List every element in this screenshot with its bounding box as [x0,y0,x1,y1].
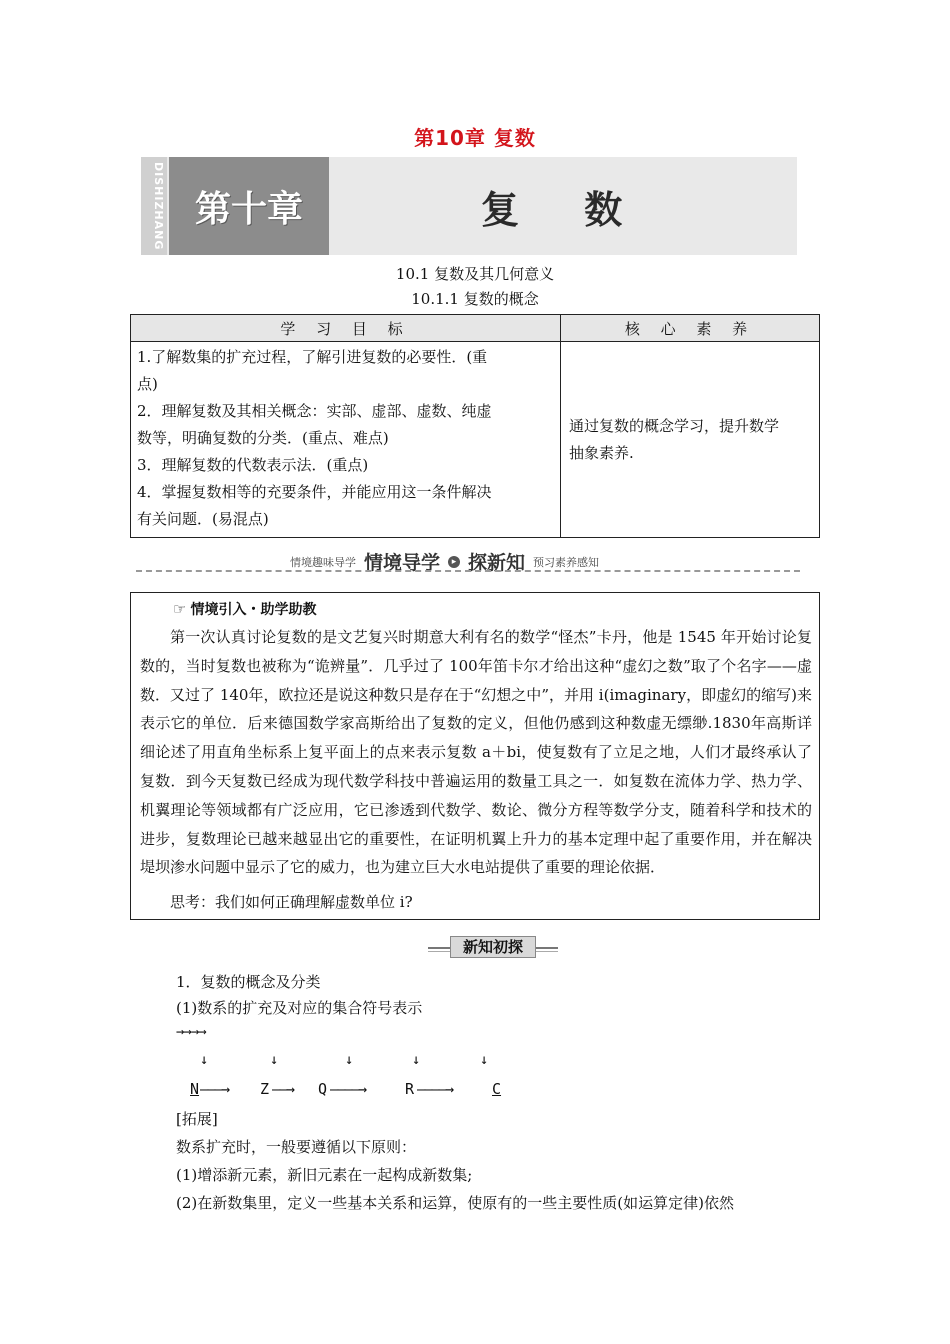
goal-line: 点) [137,375,158,393]
goal-line: 1.了解数集的扩充过程，了解引进复数的必要性．(重 [137,348,488,366]
core-cell [561,342,820,538]
item-1-subheading: (1)数系的扩充及对应的集合符号表示 [176,999,423,1017]
item-1-heading: 1．复数的概念及分类 [176,973,321,991]
expand-intro: 数系扩充时，一般要遵循以下原则： [176,1138,417,1156]
rule-2: (2)在新数集里，定义一些基本关系和运算，使原有的一些主要性质(如运算定律)依然 [176,1194,734,1212]
core-header: 核 心 素 养 [561,315,820,342]
goal-line: 3．理解复数的代数表示法．(重点) [137,456,369,474]
goals-cell [131,342,561,538]
set-link: ———→ [200,1080,229,1098]
goals-table-body-row [131,342,820,538]
story-heading [173,599,316,619]
chapter-heading: 第10章 复数 [414,126,536,150]
set-symbol-q: Q [318,1080,328,1098]
divider-dashed-line [136,570,800,572]
down-arrow: ↓ [270,1052,279,1068]
banner-side-strip [141,157,167,255]
divider-title-right: 探新知 [468,552,526,574]
goals-header: 学 习 目 标 [131,315,561,342]
set-symbol-n: N [190,1080,200,1098]
expand-label: [拓展] [176,1110,218,1128]
divider-right-label: 预习素养感知 [533,555,600,569]
set-link: ————→ [417,1080,453,1098]
down-arrow: ↓ [345,1052,354,1068]
set-symbol-r: R [405,1080,415,1098]
divider-title-left: 情境导学 [364,552,441,574]
new-knowledge-label: 新知初探 [450,936,536,958]
goals-table [130,314,820,538]
story-paragraph: 第一次认真讨论复数的是文艺复兴时期意大利有名的数学“怪杰”卡丹，他是 1545 年开始讨论复数的，当时复数也被称为“诡辨量”．几乎过了 100年笛卡尔才给出这种“虚幻之数”取了个名字——虚数．又过了 140年，欧拉还是说这种数只是存在于“幻想之中”，并用 i(imaginary，即虚幻的缩写)来表示它的单位．后来德国数学家高斯给出了复数的定义，但他仍感到这种数虚无缥缈.1830年高斯详细论述了用直角坐标系上复平面上的点来表示复数 a＋bi，使复数有了立足之地，人们才最终承认了复数．到今天复数已经成为现代数学科技中普遍运用的数量工具之一．如复数在流体力学、热力学、机翼理论等领域都有广泛应用，它已渗透到代数学、数论、微分方程等数学分支，随着科学和技术的进步，复数理论已越来越显出它的重要性，在证明机翼上升力的基本定理中起了重要作用，并在解决堤坝渗水问题中显示了它的威力，也为建立巨大水电站提供了重要的理论依据． [140,628,812,877]
set-link: ——→ [272,1080,294,1098]
set-symbol-z: Z [260,1080,270,1098]
hand-pointer-icon: ☞ [173,600,187,618]
story-heading-text: 情境引入・助学助教 [190,602,317,618]
chapter-banner [141,157,797,255]
banner-chapter-box: 第十章 [169,157,329,255]
down-arrow: ↓ [200,1052,209,1068]
story-box [130,592,820,920]
goals-table-header-row [131,315,820,342]
down-arrow: ↓ [480,1052,489,1068]
set-link: ————→ [330,1080,366,1098]
story-question: 思考：我们如何正确理解虚数单位 i? [170,893,413,911]
section-divider [130,548,820,574]
section-subtitle: 10.1.1 复数的概念 [411,290,539,308]
goal-line: 2．理解复数及其相关概念：实部、虚部、虚数、纯虚 [137,402,492,420]
core-line: 抽象素养. [569,443,634,462]
goal-line: 有关问题．(易混点) [137,510,269,528]
down-arrow: ↓ [412,1052,421,1068]
divider-arrow-icon: ▸ [448,556,460,568]
set-symbol-c: C [492,1080,502,1098]
divider-left-label: 情境趣味导学 [290,555,356,569]
arrow-line: →→→→ [176,1024,206,1040]
goal-line: 数等，明确复数的分类．(重点、难点) [137,429,389,447]
banner-side-text: DISHIZHANG [152,161,165,251]
new-knowledge-badge [428,936,558,960]
goal-line: 4．掌握复数相等的充要条件，并能应用这一条件解决 [137,483,492,501]
core-line: 通过复数的概念学习，提升数学 [569,416,780,435]
section-title: 10.1 复数及其几何意义 [395,265,555,283]
banner-title: 复 数 [481,187,649,232]
rule-1: (1)增添新元素，新旧元素在一起构成新数集; [176,1166,473,1184]
